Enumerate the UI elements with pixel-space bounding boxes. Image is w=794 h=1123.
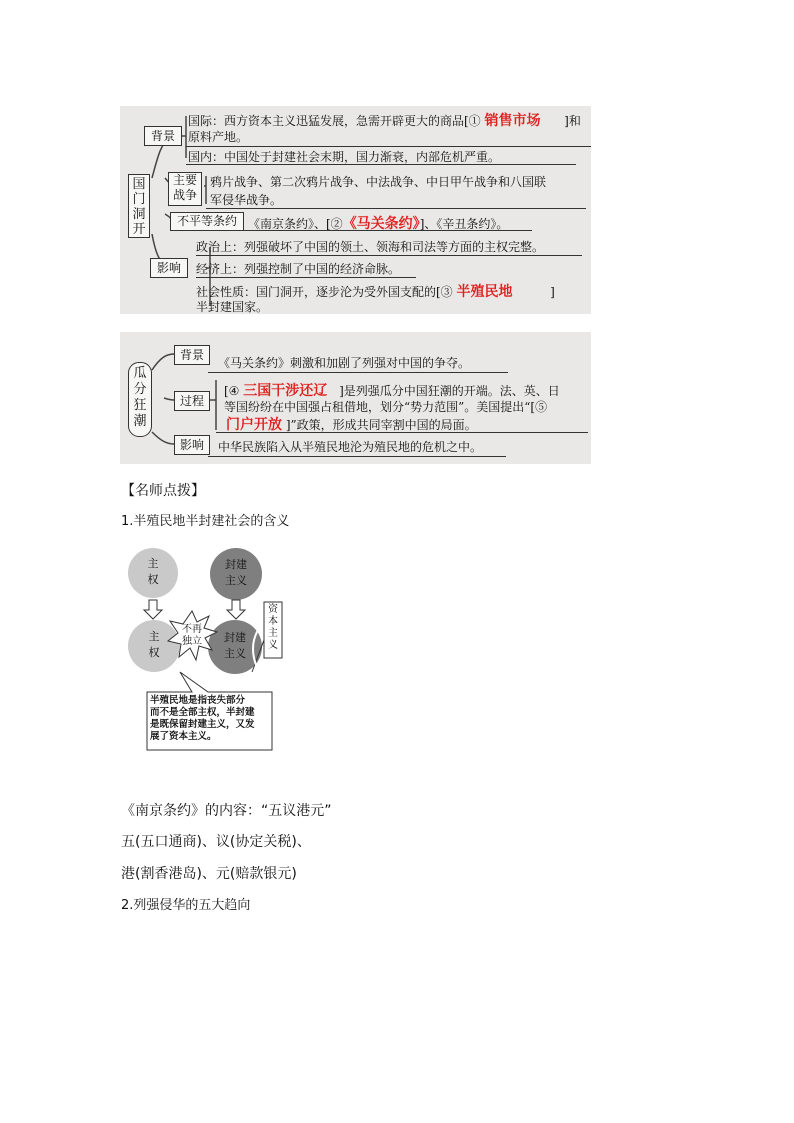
process-line-2: 等国纷纷在中国强占租借地，划分“势力范围”。美国提出“[⑤ xyxy=(224,400,548,414)
intl-text-c: 原料产地。 xyxy=(188,130,249,144)
process-text-d: ]”政策，形成共同宰割中国的局面。 xyxy=(285,418,477,432)
background-text-2: 《马关条约》刺激和加剧了列强对中国的争夺。 xyxy=(218,356,471,370)
impact-economic: 经济上：列强控制了中国的经济命脉。 xyxy=(196,262,401,276)
nanjing-line-1: 五(五口通商)、议(协定关税)、 xyxy=(121,834,311,850)
down-arrow-icon xyxy=(227,600,245,619)
mind-map-panel-partition xyxy=(120,332,591,464)
item-2-heading: 2.列强侵华的五大趋向 xyxy=(121,898,251,913)
answer-2: 《马关条约》 xyxy=(342,216,420,232)
branch-impact xyxy=(150,258,188,278)
nanjing-treaty-title: 《南京条约》的内容：“五议港元” xyxy=(121,803,332,819)
wars-line-1: 鸦片战争、第二次鸦片战争、中法战争、中日甲午战争和八国联 xyxy=(210,175,547,189)
impact-text-2: 中华民族陷入从半殖民地沦为殖民地的危机之中。 xyxy=(218,440,483,454)
wars-line-2: 军侵华战争。 xyxy=(210,193,283,207)
process-text-b: ]是列强瓜分中国狂潮的开端。法、英、日 xyxy=(339,384,560,398)
answer-3: 半殖民地 xyxy=(456,284,513,300)
cap-1: 资 xyxy=(268,604,278,615)
feud-top-1: 封建 xyxy=(225,558,247,571)
feud-bottom-2: 主义 xyxy=(224,647,246,660)
sov-top-2: 权 xyxy=(147,573,159,586)
impact-label: 影响 xyxy=(156,261,181,275)
wars-label-2: 战争 xyxy=(172,188,197,202)
branch-background xyxy=(144,126,182,146)
burst-text-2: 独立 xyxy=(182,636,202,647)
branch-process xyxy=(174,391,210,411)
impact-political: 政治上：列强破坏了中国的领土、领海和司法等方面的主权完整。 xyxy=(196,240,545,254)
note-line-3: 是既保留封建主义，又发 xyxy=(150,719,255,730)
sov-bottom-2: 权 xyxy=(148,646,160,659)
feud-bottom-1: 封建 xyxy=(224,631,246,644)
note-line-1: 半殖民地是指丧失部分 xyxy=(150,695,246,706)
answer-5: 门户开放 xyxy=(226,417,282,433)
impact-label-2: 影响 xyxy=(179,438,204,452)
intl-text-a: 国际：西方资本主义迅猛发展，急需开辟更大的商品[① xyxy=(188,114,481,128)
note-line-2: 而不是全部主权，半封建 xyxy=(150,707,255,718)
branch-main-wars xyxy=(168,172,202,206)
wars-label-1: 主要 xyxy=(172,173,197,187)
underline xyxy=(196,277,416,278)
background-label-2: 背景 xyxy=(179,348,204,362)
background-international xyxy=(188,110,581,130)
intl-text-b: ]和 xyxy=(564,114,581,128)
sov-top-1: 主 xyxy=(147,557,159,570)
branch-unequal-treaties xyxy=(170,212,244,231)
underline xyxy=(186,146,591,147)
cap-3: 主 xyxy=(268,628,278,639)
branch-background-2 xyxy=(174,345,210,365)
section-title: 【名师点拨】 xyxy=(121,483,205,499)
branch-background-label: 背景 xyxy=(150,129,175,143)
background-domestic: 国内：中国处于封建社会末期，国力渐衰，内部危机严重。 xyxy=(188,150,501,164)
underline xyxy=(208,372,508,373)
underline xyxy=(196,255,582,256)
capitalism-label xyxy=(265,604,281,652)
cap-4: 义 xyxy=(268,640,278,651)
root-label-2: 瓜分狂潮 xyxy=(133,366,147,429)
answer-4: 三国干涉还辽 xyxy=(243,383,328,399)
root-label: 国门洞开 xyxy=(132,177,146,237)
item-1-heading: 1.半殖民地半封建社会的含义 xyxy=(121,514,290,529)
underline xyxy=(206,208,586,209)
answer-1: 销售市场 xyxy=(484,113,541,129)
process-text-a: [④ xyxy=(224,384,240,398)
root-node-partition xyxy=(128,362,152,437)
social-text-a: 社会性质：国门洞开，逐步沦为受外国支配的[③ xyxy=(196,285,453,299)
underline xyxy=(186,164,576,165)
sov-bottom-1: 主 xyxy=(148,630,160,643)
treaties-label: 不平等条约 xyxy=(176,214,237,228)
note-line-4: 展了资本主义。 xyxy=(150,731,217,742)
underline xyxy=(208,456,506,457)
burst-text-1: 不再 xyxy=(182,624,202,635)
process-line-1 xyxy=(224,380,560,400)
underline xyxy=(242,230,532,231)
cap-2: 本 xyxy=(268,616,278,627)
note-text xyxy=(150,695,274,743)
process-label: 过程 xyxy=(179,394,204,408)
treaties-text-a: 《南京条约》、[② xyxy=(248,217,343,231)
social-text-b: ] xyxy=(550,285,555,299)
semi-colonial-diagram xyxy=(120,540,290,755)
burst-text xyxy=(174,624,210,648)
treaties-text-b: ]、《辛丑条约》。 xyxy=(419,217,509,231)
underline xyxy=(216,432,588,433)
social-text-c: 半封建国家。 xyxy=(196,300,269,314)
down-arrow-icon xyxy=(144,600,162,619)
nanjing-line-2: 港(割香港岛)、元(赔款银元) xyxy=(121,866,297,882)
branch-impact-2 xyxy=(174,435,210,455)
feud-top-2: 主义 xyxy=(225,574,247,587)
root-node-open-door xyxy=(128,174,150,238)
mind-map-panel-opening xyxy=(120,106,591,314)
process-line-3 xyxy=(226,414,477,434)
